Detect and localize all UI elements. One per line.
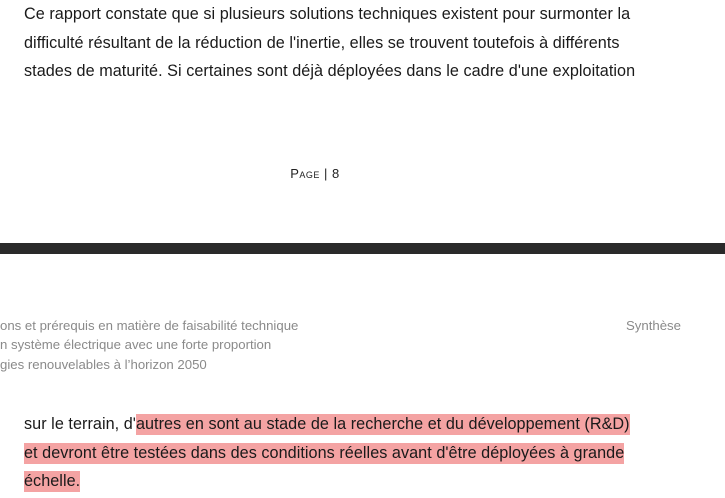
paragraph-line-3: [24, 467, 684, 496]
highlighted-text[interactable]: autres en sont au stade de la recherche et du développement (R&D): [135, 415, 630, 433]
plain-text: sur le terrain, d': [24, 415, 136, 433]
page-label: Page: [290, 166, 320, 181]
body-paragraph: [24, 0, 684, 86]
header-line-1: ons et prérequis en matière de faisabilité technique: [0, 318, 299, 333]
running-header-right: Synthèse: [626, 318, 681, 333]
page-footer: [0, 166, 630, 181]
page-separator: |: [319, 166, 333, 181]
paragraph-line-1: [24, 410, 684, 439]
page-break-gap: [0, 243, 725, 254]
page-9: [0, 254, 725, 498]
header-line-2: n système électrique avec une forte proportion: [0, 337, 272, 353]
paragraph-line-2: [24, 439, 684, 468]
highlighted-text[interactable]: échelle.: [24, 472, 81, 490]
page-8: [0, 0, 725, 243]
header-line-3: gies renouvelables à l’horizon 2050: [0, 356, 207, 372]
paragraph-line-3: stades de maturité. Si certaines sont déjà déployées dans le cadre d'une exploitation: [24, 62, 636, 80]
paragraph-line-2: difficulté résultant de la réduction de l'inertie, elles se trouvent toutefois à différents: [24, 33, 620, 52]
paragraph-line-1: Ce rapport constate que si plusieurs solutions techniques existent pour surmonter la: [24, 5, 631, 23]
page-number: 8: [332, 166, 340, 181]
running-header-left: [0, 316, 298, 374]
highlighted-text[interactable]: et devront être testées dans des conditions réelles avant d'être déployées à grande: [24, 443, 625, 462]
body-paragraph-continued: [24, 410, 684, 496]
